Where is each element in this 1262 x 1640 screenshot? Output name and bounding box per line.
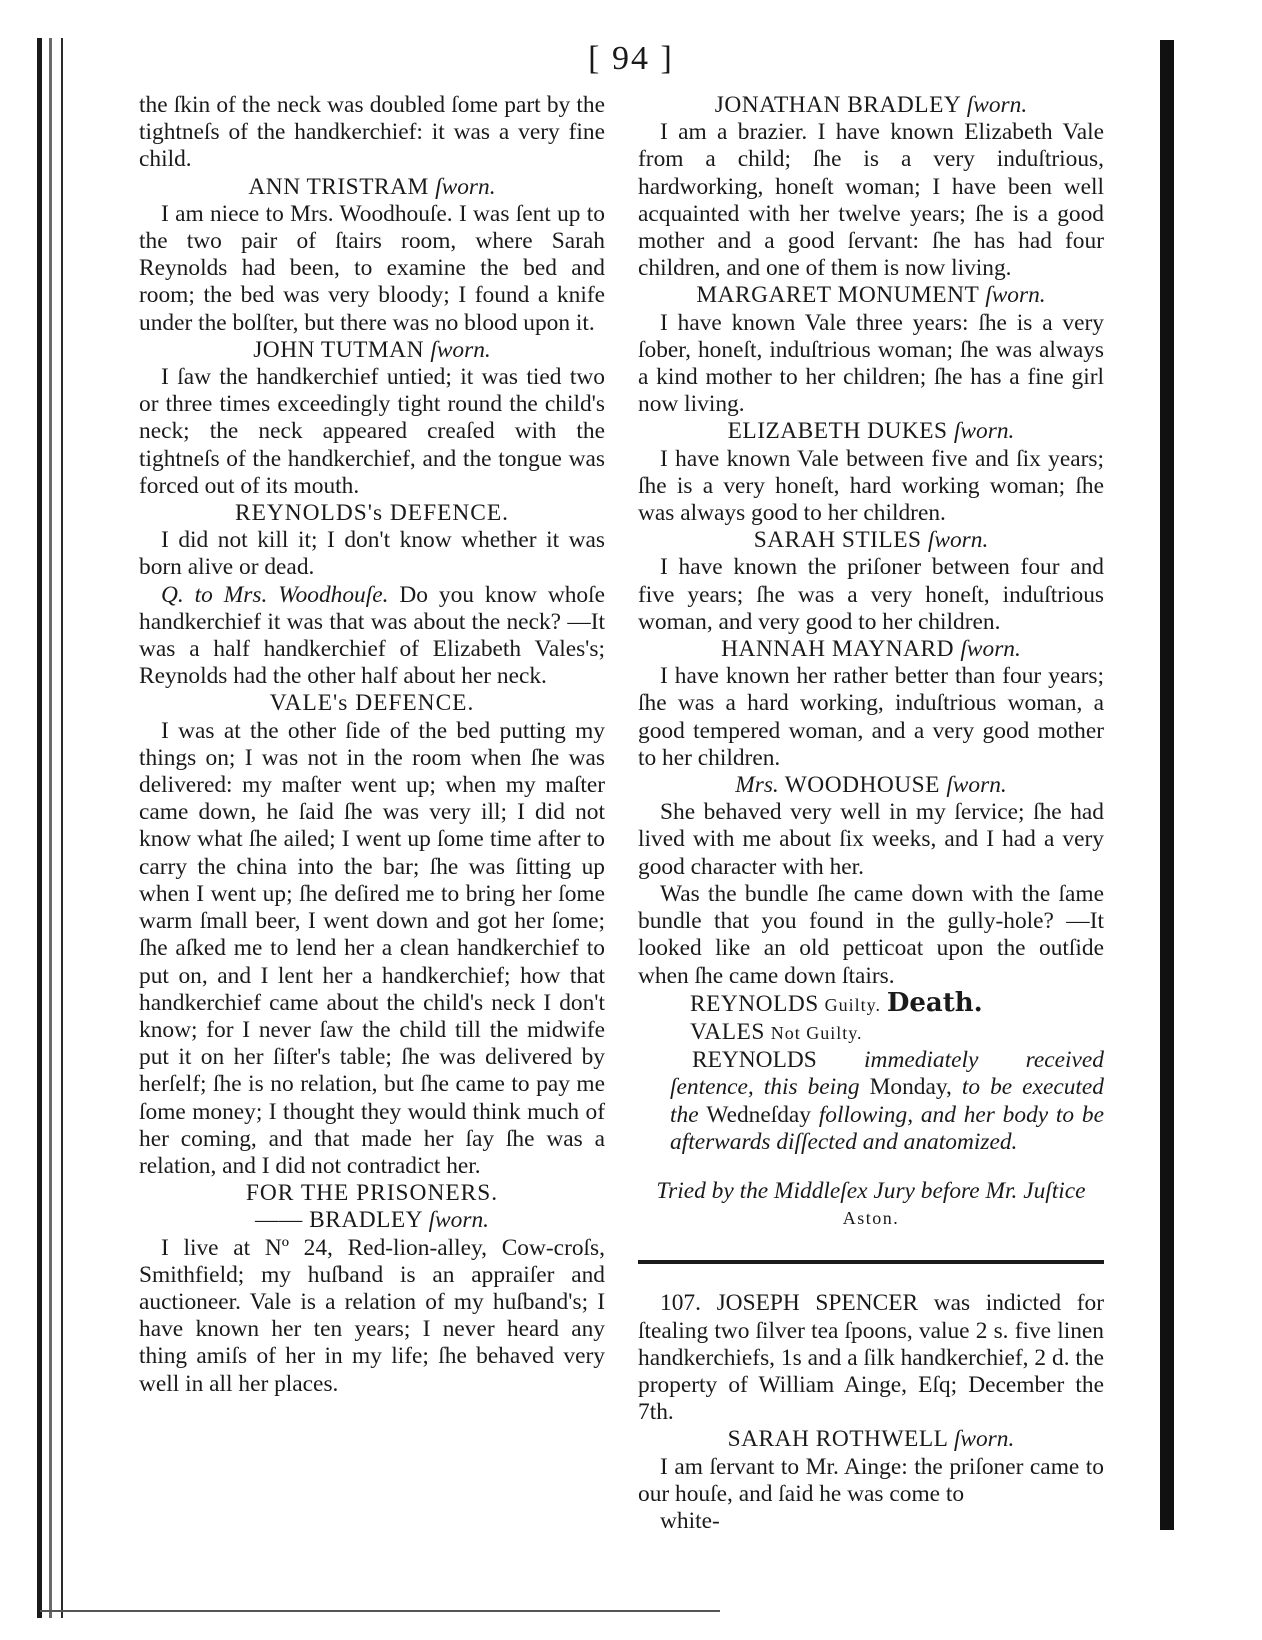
defendant-name: VALES — [690, 1018, 765, 1045]
sworn-label: ſworn. — [946, 772, 1007, 799]
sworn-label: ſworn. — [953, 1426, 1015, 1453]
sentence-part: immediately received ſentence, this being — [670, 1047, 1104, 1101]
binding-edge — [37, 38, 63, 1618]
witness-heading-rothwell — [638, 1426, 1104, 1453]
verdict-vales — [638, 1019, 1104, 1047]
section-divider — [638, 1260, 1104, 1264]
defence-heading-vale: VALE's DEFENCE. — [269, 690, 475, 717]
defence-reynolds: I did not kill it; I don't know whether it was born alive or dead. — [139, 527, 605, 581]
sworn-label: ſworn. — [985, 282, 1046, 309]
sworn-label: ſworn. — [953, 418, 1015, 445]
witness-name: JOHN TUTMAN — [253, 336, 424, 363]
testimony-tristram: I am niece to Mrs. Woodhouſe. I was ſent up to the two pair of ſtairs room, where Sarah Reynolds had been, to examine the bed and room; the bed was very bloody; I found a knife under the bolſter, but there was no blood upon it. — [139, 200, 605, 336]
sentence-paragraph — [638, 1047, 1104, 1156]
testimony-tutman: I ſaw the handkerchief untied; it was tied two or three times exceedingly tight round the child's neck; the neck appeared creaſed with the tightneſs of the handkerchief, and the tongue was forced out of its mouth. — [139, 364, 605, 499]
witness-name: JONATHAN BRADLEY — [714, 92, 961, 118]
witness-heading-bradley — [139, 1207, 605, 1234]
question-bundle: Was the bundle ſhe came down with the ſame bundle that you found in the gully-hole? —It looked like an old petticoat upon the outſide when ſhe came down ſtairs. — [638, 880, 1104, 989]
page-bottom-edge — [40, 1610, 720, 1612]
testimony-jbradley: I am a brazier. I have known Elizabeth Vale from a child; ſhe is a very induſtrious, hardworking, honeſt woman; I have been well acquainted with her twelve years; ſhe is a good mother and a good ſervant: ſhe has had four children, and one of them is now living. — [638, 119, 1104, 282]
witness-heading-stiles — [638, 527, 1104, 554]
sworn-label: ſworn. — [927, 527, 989, 554]
witness-name: SARAH STILES — [753, 527, 922, 554]
sworn-label: ſworn. — [428, 1207, 490, 1234]
sworn-label: ſworn. — [435, 173, 496, 200]
sentence-day: Monday, — [869, 1074, 952, 1101]
witness-name: HANNAH MAYNARD — [721, 636, 955, 663]
sentence-name: REYNOLDS — [692, 1047, 817, 1074]
testimony-monument: I have known Vale three years: ſhe is a very ſober, honeſt, induſtrious woman; ſhe was always a kind mother to her children; ſhe has a fine girl now living. — [638, 309, 1104, 418]
witness-heading-monument — [638, 282, 1104, 309]
paragraph-continued: the ſkin of the neck was doubled ſome part by the tightneſs of the handkerchief: it was a very fine child. — [139, 92, 605, 173]
question-paragraph — [139, 582, 605, 691]
defendant-name: REYNOLDS — [690, 990, 819, 1017]
witness-name: SARAH ROTHWELL — [727, 1426, 948, 1453]
witness-name: ANN TRISTRAM — [248, 173, 429, 200]
section-heading-prisoners: FOR THE PRISONERS. — [245, 1180, 499, 1207]
defence-vale: I was at the other ſide of the bed putting my things on; I was not in the room when ſhe was delivered: my maſter went up; when my maſter came down, he ſaid ſhe was very ill; I did not know what ſhe ailed; I went up ſome time after to carry the china into the bar; ſhe was ſitting up when I went up; ſhe deſired me to bring her ſome warm ſmall beer, I went down and got her ſome; ſhe aſked me to lend her a clean handkerchief to put on, and I lent her a handkerchief; how that handkerchief came about the child's neck I don't know; for I never ſaw the child till the midwife put it on her ſiſter's table; ſhe was delivered by herſelf; ſhe is no relation, but ſhe came to pay me ſome money; I thought they would think much of her coming, and that made her ſay ſhe was a relation, and I did not contradict her. — [139, 717, 605, 1179]
sentence-day: Wedneſday — [706, 1101, 812, 1128]
testimony-stiles: I have known the priſoner between four and five years; ſhe was a very honeſt, induſtrious woman, and very good to her children. — [638, 554, 1104, 635]
witness-name: MARGARET MONUMENT — [696, 282, 979, 309]
sentence-death: Death. — [886, 987, 983, 1018]
witness-heading-maynard — [638, 636, 1104, 663]
witness-name: —— BRADLEY — [254, 1207, 423, 1234]
defence-heading-reynolds: REYNOLDS's DEFENCE. — [234, 500, 510, 527]
catchword: white- — [660, 1507, 720, 1534]
witness-title: Mrs. — [735, 772, 779, 799]
sentence-part: following, and her body to be afterwards diſſected and anatomized. — [670, 1101, 1104, 1155]
right-column — [638, 92, 1104, 1535]
verdict-text: Guilty. — [824, 994, 881, 1015]
sworn-label: ſworn. — [430, 336, 491, 363]
question-text: Do you know whoſe handkerchief it was that was about the neck? —It was a half handkerchief of Elizabeth Vales's; Reynolds had the other half about her neck. — [139, 581, 605, 690]
testimony-rothwell: I am ſervant to Mr. Ainge: the priſoner came to our houſe, and ſaid he was come to — [638, 1453, 1104, 1507]
verdict-text: Not Guilty. — [770, 1022, 863, 1043]
left-column — [139, 92, 605, 1398]
tried-text: Tried by the Middleſex Jury before Mr. Juſtice — [656, 1177, 1086, 1204]
testimony-maynard: I have known her rather better than four years; ſhe was a hard working, induſtrious woman, a good tempered woman, and a very good mother to her children. — [638, 663, 1104, 771]
judge-name: Aston. — [842, 1208, 900, 1229]
page-number: [ 94 ] — [588, 40, 674, 77]
testimony-dukes: I have known Vale between five and ſix years; ſhe is a very honeſt, hard working woman; ſhe was always good to her children. — [638, 445, 1104, 527]
tried-by-note — [638, 1178, 1104, 1232]
sentence-part: to be executed the — [670, 1074, 1104, 1128]
witness-name: WOODHOUSE — [784, 772, 940, 799]
witness-name: ELIZABETH DUKES — [727, 418, 948, 445]
testimony-bradley: I live at Nº 24, Red-lion-alley, Cow-croſs, Smithfield; my huſband is an appraiſer and auctioneer. Vale is a relation of my huſband's; I have known her ten years; I never heard any thing amiſs of her in my life; ſhe behaved very well in all her places. — [139, 1234, 605, 1397]
verdict-reynolds — [638, 987, 1104, 1019]
sworn-label: ſworn. — [960, 636, 1021, 663]
page-edge-shadow — [1160, 40, 1174, 1530]
indictment-spencer: 107. JOSEPH SPENCER was indicted for ſtealing two ſilver tea ſpoons, value 2 s. five linen handkerchiefs, 1s and a ſilk handkerchief, 2 d. the property of William Ainge, Eſq; December the 7th. — [638, 1290, 1104, 1426]
question-lead: Q. to Mrs. Woodhouſe. — [161, 581, 389, 608]
witness-heading-tutman — [139, 337, 605, 364]
sworn-label: ſworn. — [966, 92, 1028, 118]
witness-heading-jbradley — [638, 92, 1104, 119]
testimony-woodhouse: She behaved very well in my ſervice; ſhe had lived with me about ſix weeks, and I had a very good character with her. — [638, 799, 1104, 880]
witness-heading-dukes — [638, 418, 1104, 445]
witness-heading-tristram — [139, 174, 605, 201]
witness-heading-woodhouse — [638, 772, 1104, 799]
